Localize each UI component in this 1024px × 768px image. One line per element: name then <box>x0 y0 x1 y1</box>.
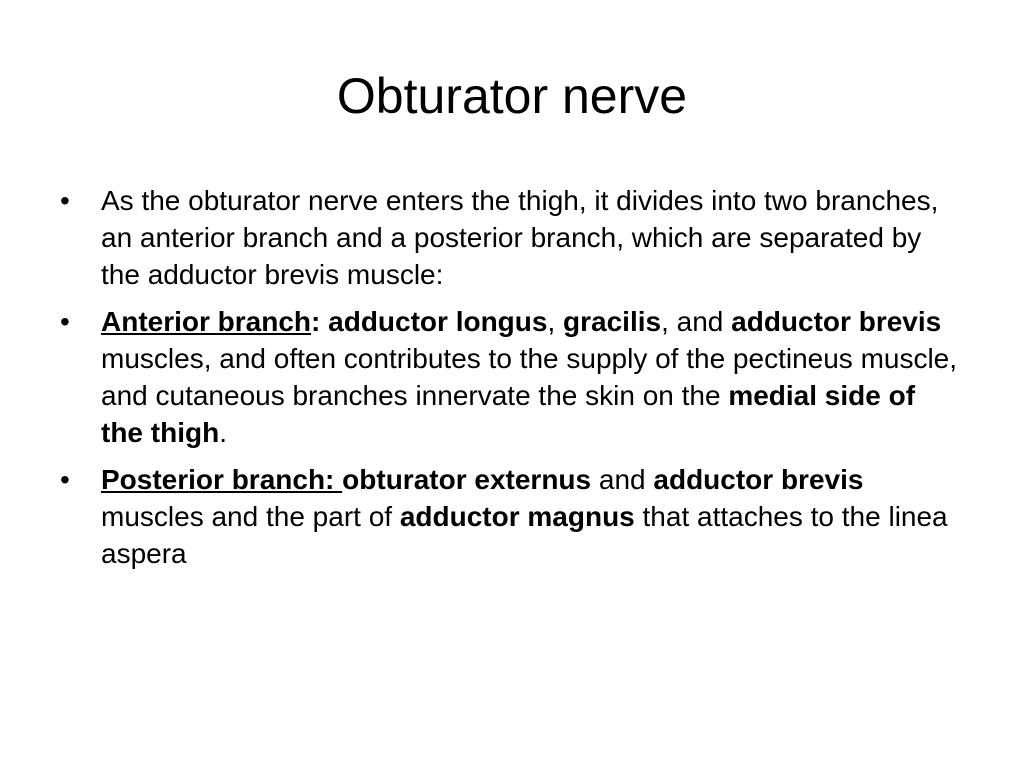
bullet-glyph: • <box>60 306 70 337</box>
term-adductor-brevis: adductor brevis <box>653 464 864 495</box>
term-obturator-externus: obturator externus <box>342 464 592 495</box>
bullet-item-anterior-branch <box>60 303 960 451</box>
anterior-branch-label: Anterior branch <box>101 306 312 337</box>
bullet-text: muscles and the part of <box>101 501 400 532</box>
term-adductor-brevis: adductor brevis <box>731 306 942 337</box>
bullet-text: As the obturator nerve enters the thigh, it divides into two branches, an anterior branch and a posterior branch, which are separated by the adductor brevis muscle: <box>101 185 939 290</box>
term-medial-side-thigh: medial side of the thigh <box>101 380 916 448</box>
bullet-glyph: • <box>60 185 70 216</box>
bullet-item-posterior-branch <box>60 461 960 572</box>
term-adductor-magnus: adductor magnus <box>399 501 635 532</box>
bullet-text: that attaches to the linea aspera <box>101 501 948 569</box>
bullet-text: muscles, and often contributes to the supply of the pectineus muscle, and cutaneous branches innervate the skin on the <box>101 343 958 411</box>
posterior-branch-label: Posterior branch: <box>101 464 343 495</box>
period: . <box>219 417 227 448</box>
separator: , and <box>661 306 732 337</box>
separator: , <box>547 306 564 337</box>
bullet-item-intro <box>60 182 960 293</box>
term-adductor-longus: adductor longus <box>320 306 548 337</box>
slide-title: Obturator nerve <box>336 68 688 124</box>
colon: : <box>311 306 321 337</box>
term-gracilis: gracilis <box>563 306 662 337</box>
bullet-list <box>60 182 960 582</box>
bullet-glyph: • <box>60 464 70 495</box>
separator: and <box>591 464 654 495</box>
